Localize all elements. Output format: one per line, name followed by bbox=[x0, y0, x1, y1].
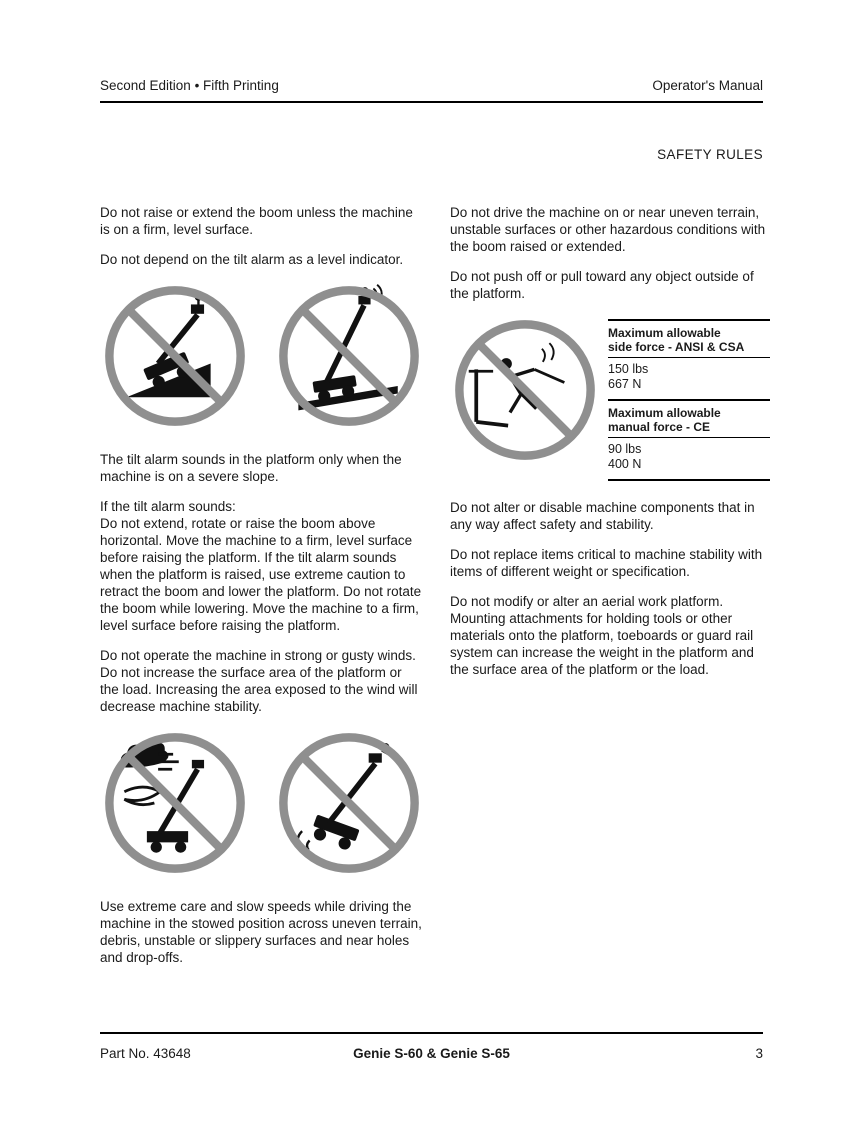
paragraph: Do not alter or disable machine components that in any way affect safety and stability. bbox=[450, 500, 755, 532]
prohibition-icon-row bbox=[100, 281, 424, 431]
value-newtons: 400 N bbox=[608, 457, 642, 471]
section-title: SAFETY RULES bbox=[657, 147, 763, 162]
table-values bbox=[608, 358, 770, 399]
force-limits-block bbox=[450, 315, 770, 481]
page-footer bbox=[100, 1032, 763, 1061]
model-name: Genie S-60 & Genie S-65 bbox=[353, 1046, 510, 1061]
page-header bbox=[100, 78, 763, 103]
edition-text: Second Edition • Fifth Printing bbox=[100, 78, 279, 93]
paragraph bbox=[100, 498, 424, 634]
table-bottom-rule bbox=[608, 479, 770, 481]
paragraph: Do not drive the machine on or near uneven terrain, unstable surfaces or other hazardous conditions with the boom raised or extended. bbox=[450, 205, 766, 254]
right-column bbox=[450, 204, 770, 979]
manual-title-text: Operator's Manual bbox=[652, 78, 763, 93]
table-heading-line: manual force - CE bbox=[608, 420, 711, 434]
paragraph: Do not modify or alter an aerial work platform. Mounting attachments for holding tools or other materials onto the platform, toeboards or guard rail system can increase the weight in the platform and the surface area of the platform or the load. bbox=[450, 594, 754, 677]
no-operate-in-wind-icon bbox=[100, 728, 250, 878]
no-push-pull-icon bbox=[450, 315, 600, 465]
paragraph: Do not push off or pull toward any object outside of the platform. bbox=[450, 269, 754, 301]
table-heading-line: side force - ANSI & CSA bbox=[608, 340, 745, 354]
left-column bbox=[100, 204, 424, 979]
tipover-hazard-icon bbox=[274, 728, 424, 878]
value-lbs: 90 lbs bbox=[608, 442, 642, 456]
paragraph: Do not operate the machine in strong or gusty winds. Do not increase the surface area of the platform or the load. Increasing the area exposed to the wind will decrease machine stability. bbox=[100, 648, 418, 714]
prohibition-icon-row bbox=[100, 728, 424, 878]
value-lbs: 150 lbs bbox=[608, 362, 649, 376]
paragraph: Do not raise or extend the boom unless the machine is on a firm, level surface. bbox=[100, 205, 413, 237]
paragraph-body: Do not extend, rotate or raise the boom above horizontal. Move the machine to a firm, level surface before raising the platform. If the tilt alarm sounds when the platform is raised, use extreme caution to retract the boom and lower the platform. Do not rotate the boom while lowering. Move the machine to a firm, level surface before raising the platform. bbox=[100, 516, 422, 633]
value-newtons: 667 N bbox=[608, 377, 642, 391]
page-number: 3 bbox=[755, 1046, 763, 1061]
table-section bbox=[608, 399, 770, 479]
table-heading bbox=[608, 321, 770, 358]
force-limits-table bbox=[608, 319, 770, 481]
part-number: Part No. 43648 bbox=[100, 1046, 191, 1061]
no-drive-on-slope-icon bbox=[100, 281, 250, 431]
no-raise-boom-on-slope-icon bbox=[274, 281, 424, 431]
table-heading-line: Maximum allowable bbox=[608, 326, 721, 340]
table-heading bbox=[608, 401, 770, 438]
paragraph: Do not depend on the tilt alarm as a level indicator. bbox=[100, 252, 404, 267]
table-values bbox=[608, 438, 770, 479]
table-heading-line: Maximum allowable bbox=[608, 406, 721, 420]
paragraph: Use extreme care and slow speeds while driving the machine in the stowed position across uneven terrain, debris, unstable or slippery surfaces and near holes and drop-offs. bbox=[100, 899, 422, 965]
paragraph: Do not replace items critical to machine stability with items of different weight or specification. bbox=[450, 547, 763, 579]
table-section bbox=[608, 319, 770, 399]
two-column-body bbox=[100, 204, 766, 979]
paragraph: The tilt alarm sounds in the platform only when the machine is on a severe slope. bbox=[100, 452, 402, 484]
paragraph-intro: If the tilt alarm sounds: bbox=[100, 499, 236, 514]
